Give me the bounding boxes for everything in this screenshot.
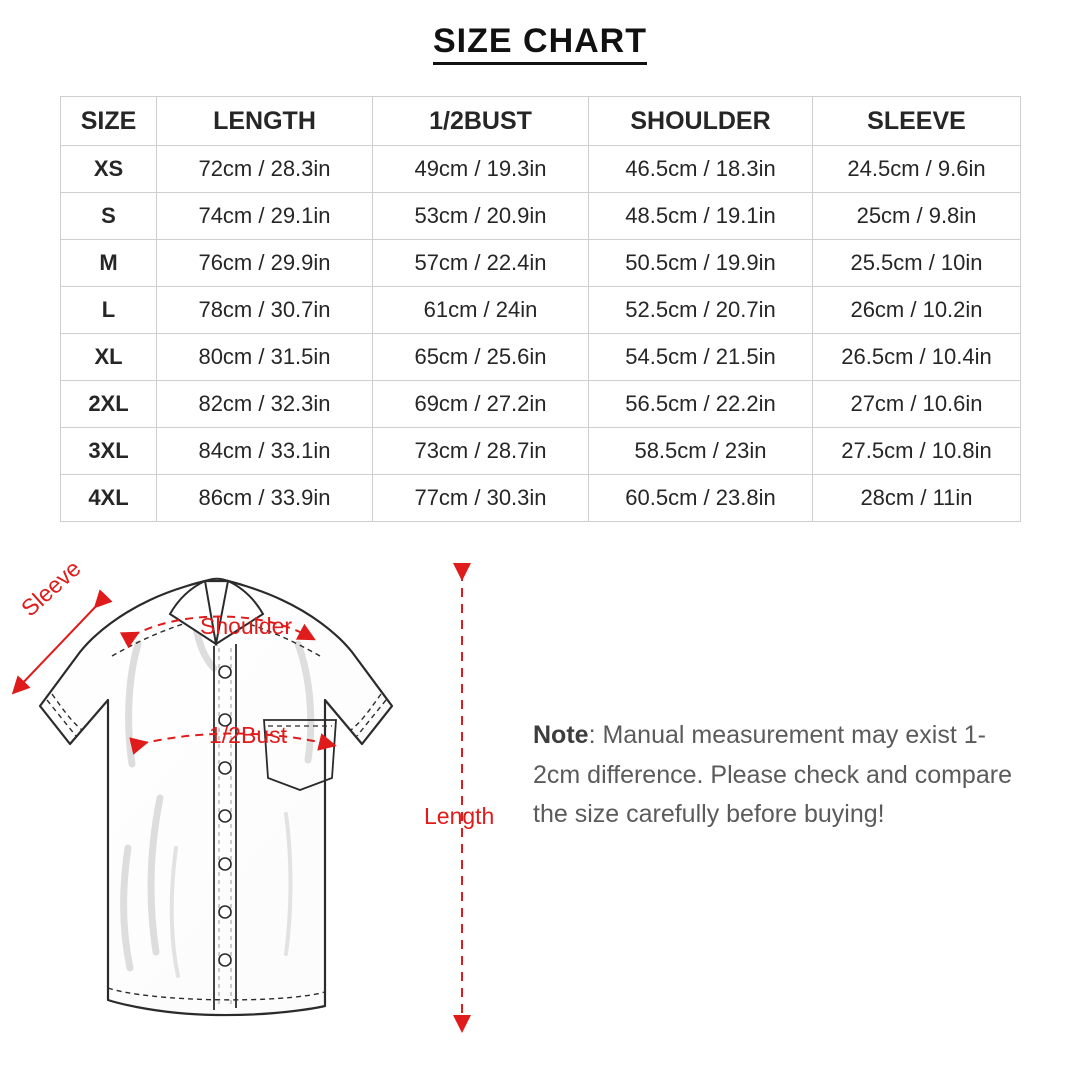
size-table <box>60 96 1021 522</box>
cell-length: 78cm / 30.7in <box>157 287 373 334</box>
column-header-sleeve: SLEEVE <box>813 97 1021 146</box>
cell-half-bust: 57cm / 22.4in <box>373 240 589 287</box>
cell-shoulder: 48.5cm / 19.1in <box>589 193 813 240</box>
note-prefix: Note <box>533 721 589 749</box>
cell-size: XS <box>61 146 157 193</box>
table-header-row <box>61 97 1021 146</box>
table-row <box>61 240 1021 287</box>
cell-sleeve: 27.5cm / 10.8in <box>813 428 1021 475</box>
cell-length: 84cm / 33.1in <box>157 428 373 475</box>
cell-sleeve: 24.5cm / 9.6in <box>813 146 1021 193</box>
column-header-length: LENGTH <box>157 97 373 146</box>
cell-length: 74cm / 29.1in <box>157 193 373 240</box>
label-sleeve: Sleeve <box>16 554 86 622</box>
cell-size: S <box>61 193 157 240</box>
cell-half-bust: 49cm / 19.3in <box>373 146 589 193</box>
cell-shoulder: 52.5cm / 20.7in <box>589 287 813 334</box>
cell-shoulder: 58.5cm / 23in <box>589 428 813 475</box>
page-title <box>0 22 1080 61</box>
cell-length: 76cm / 29.9in <box>157 240 373 287</box>
cell-size: 4XL <box>61 475 157 522</box>
cell-length: 72cm / 28.3in <box>157 146 373 193</box>
cell-shoulder: 46.5cm / 18.3in <box>589 146 813 193</box>
table-row <box>61 146 1021 193</box>
cell-half-bust: 77cm / 30.3in <box>373 475 589 522</box>
page-title-text: SIZE CHART <box>433 22 647 65</box>
cell-sleeve: 28cm / 11in <box>813 475 1021 522</box>
cell-half-bust: 69cm / 27.2in <box>373 381 589 428</box>
cell-size: XL <box>61 334 157 381</box>
column-header-size: SIZE <box>61 97 157 146</box>
cell-length: 86cm / 33.9in <box>157 475 373 522</box>
cell-size: M <box>61 240 157 287</box>
column-header-half-bust: 1/2BUST <box>373 97 589 146</box>
cell-shoulder: 54.5cm / 21.5in <box>589 334 813 381</box>
cell-half-bust: 73cm / 28.7in <box>373 428 589 475</box>
cell-sleeve: 25cm / 9.8in <box>813 193 1021 240</box>
cell-half-bust: 53cm / 20.9in <box>373 193 589 240</box>
label-shoulder: Shoulder <box>200 613 293 639</box>
cell-sleeve: 27cm / 10.6in <box>813 381 1021 428</box>
table-row <box>61 193 1021 240</box>
label-length: Length <box>424 803 495 829</box>
cell-sleeve: 26cm / 10.2in <box>813 287 1021 334</box>
table-row <box>61 428 1021 475</box>
cell-shoulder: 56.5cm / 22.2in <box>589 381 813 428</box>
cell-size: L <box>61 287 157 334</box>
column-header-shoulder: SHOULDER <box>589 97 813 146</box>
label-half-bust: 1/2Bust <box>209 722 287 748</box>
size-table-container <box>60 96 1020 522</box>
cell-length: 80cm / 31.5in <box>157 334 373 381</box>
cell-sleeve: 25.5cm / 10in <box>813 240 1021 287</box>
cell-size: 3XL <box>61 428 157 475</box>
cell-size: 2XL <box>61 381 157 428</box>
cell-half-bust: 61cm / 24in <box>373 287 589 334</box>
table-row <box>61 475 1021 522</box>
cell-length: 82cm / 32.3in <box>157 381 373 428</box>
cell-sleeve: 26.5cm / 10.4in <box>813 334 1021 381</box>
table-row <box>61 287 1021 334</box>
shirt-outline <box>40 579 392 1015</box>
cell-half-bust: 65cm / 25.6in <box>373 334 589 381</box>
table-row <box>61 381 1021 428</box>
cell-shoulder: 50.5cm / 19.9in <box>589 240 813 287</box>
measurement-note <box>533 716 1033 835</box>
cell-shoulder: 60.5cm / 23.8in <box>589 475 813 522</box>
table-row <box>61 334 1021 381</box>
note-text: : Manual measurement may exist 1-2cm difference. Please check and compare the size carefully before buying! <box>533 721 1012 828</box>
